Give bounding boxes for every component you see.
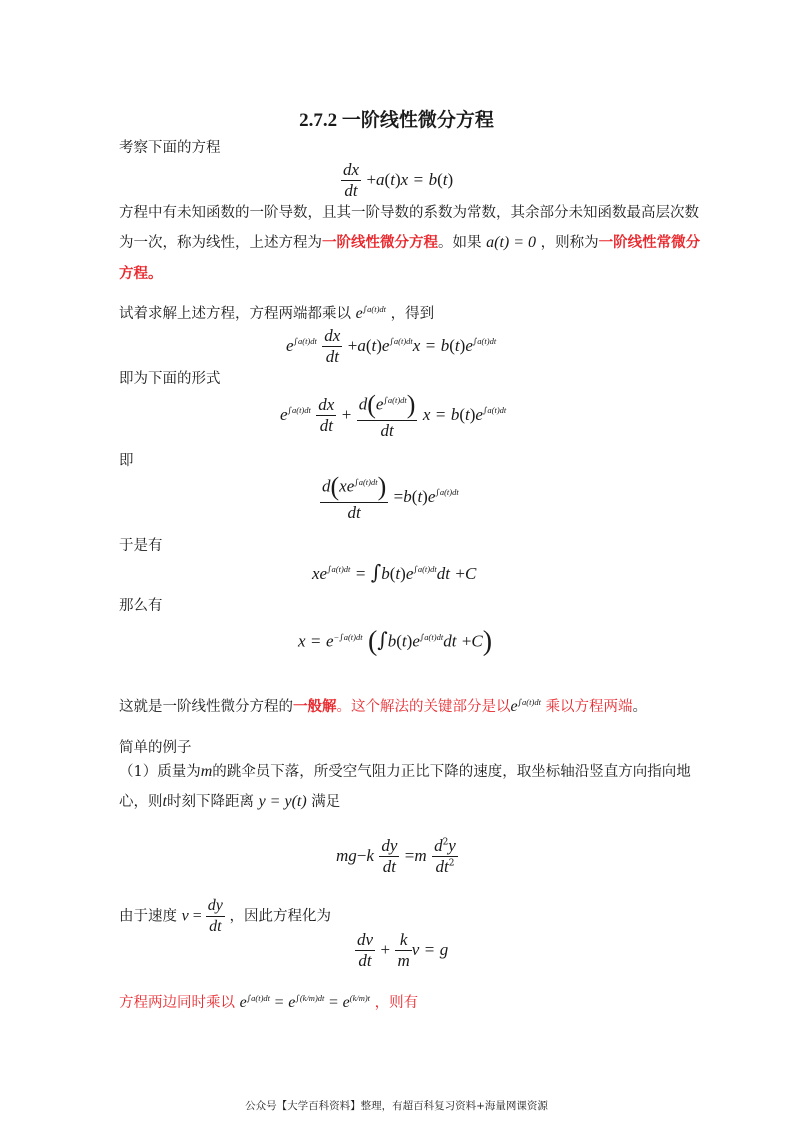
general-text-d: 乘以方程两端 (545, 698, 633, 715)
page-title: 2.7.2 一阶线性微分方程 (299, 110, 494, 131)
multiply-line: 方程两边同时乘以 $e^{\int a(t)dt} = e^{\int(k/m)dt} = e^{(k/m)t}$ ，则有 (119, 993, 419, 1011)
speed-line: 由于速度 v = $\frac{dy}{dt}$ ，因此方程化为 (119, 897, 331, 935)
try-text-a: 试着求解上述方程，方程两端都乘以 (119, 305, 351, 322)
para1-text-a: 为一次，称为线性，上述方程为 (119, 235, 322, 251)
equation-8: $\frac{dv}{dt}$ + $\frac{k}{m}$ v = g (357, 930, 449, 970)
footer-text: 公众号【大学百科资料】整理，有超百科复习资料+海量网课资源 (245, 1100, 548, 1112)
example-line2 (119, 792, 340, 812)
para1-end: 。 (148, 265, 163, 282)
example-text-b: 的跳伞员下落，所受空气阻力正比下降的速度，取坐标轴沿竖直方向指向地 (212, 764, 691, 780)
para1-line3 (119, 264, 163, 284)
para1-line1: 方程中有未知函数的一阶导数，且其一阶导数的系数为常数，其余部分未知函数最高层次数 (119, 205, 699, 221)
general-text-e: 。 (632, 698, 648, 715)
equation-2: $e^{\int a(t)dt}$ $\frac{dx}{dt}$ $+a(t)e^{\int a(t)dt}x = b(t)e^{\int a(t)dt}$ (286, 326, 497, 366)
example-text-c: 心，则 (119, 794, 163, 810)
para1-text-c: ，则称为 (540, 235, 599, 251)
equation-3: $e^{\int a(t)dt}$ $\frac{dx}{dt}$ + $\frac{d(e^{\int a(t)dt})}{dt}$ $x = b(t)e^{\int a(t)dt}$ (280, 390, 507, 440)
general-text-a: 这就是一阶线性微分方程的 (119, 698, 293, 715)
example-text-e: 满足 (311, 794, 341, 810)
condition-eq: a(t) = 0 (486, 234, 537, 251)
term-linear-ode: 一阶线性微分方程 (322, 234, 438, 251)
equation-6: $x = e^{-\int a(t)dt}$ $(\int b(t)e^{\int a(t)dt}dt +C)$ (298, 626, 493, 657)
equation-1: $\frac{dx}{dt}$ +a(t)x = b(t) (343, 160, 454, 200)
speed-text-a: 由于速度 (119, 908, 177, 925)
var-t: t (162, 793, 167, 810)
multiply-text-b: ，则有 (374, 994, 419, 1011)
general-term: 一般解 (293, 697, 337, 715)
try-line: 试着求解上述方程，方程两端都乘以 $e^{\int a(t)dt}$ ，得到 (119, 304, 435, 322)
example-text-a: （1）质量为 (119, 764, 201, 780)
form-label: 即为下面的形式 (119, 371, 221, 387)
speed-text-b: ，因此方程化为 (229, 908, 331, 925)
example-line1 (119, 762, 691, 782)
equation-4: $\frac{d(xe^{\int a(t)dt})}{dt}$ $=b(t)e^{\int a(t)dt}$ (322, 472, 459, 522)
ji-label: 即 (119, 453, 134, 469)
example-text-d: 时刻下降距离 (166, 794, 254, 810)
yushi-label: 于是有 (119, 538, 163, 554)
para1-line2 (119, 233, 700, 253)
displacement-eq: y = y(t) (258, 793, 307, 810)
example-heading: 简单的例子 (119, 740, 192, 756)
general-text-c: 。这个解法的关键部分是以 (336, 698, 511, 715)
multiply-text-a: 方程两边同时乘以 (119, 994, 235, 1011)
equation-7: mg−k $\frac{dy}{dt}$ =m $\frac{d^2y}{dt^2}$ (336, 836, 456, 876)
term-linear-const-ode-a: 一阶线性常微分 (598, 234, 701, 251)
namo-label: 那么有 (119, 598, 163, 614)
general-line: 这就是一阶线性微分方程的一般解。这个解法的关键部分是以$e^{\int a(t)dt}$ 乘以方程两端。 (119, 697, 648, 715)
equation-5: $xe^{\int a(t)dt} = \int b(t)e^{\int a(t)dt}dt +C$ (312, 560, 477, 584)
var-m: m (200, 763, 213, 780)
intro-text: 考察下面的方程 (119, 140, 221, 156)
para1-text-b: 。如果 (438, 235, 482, 251)
term-linear-const-ode-b: 方程 (119, 265, 148, 282)
try-text-b: ，得到 (390, 305, 435, 322)
